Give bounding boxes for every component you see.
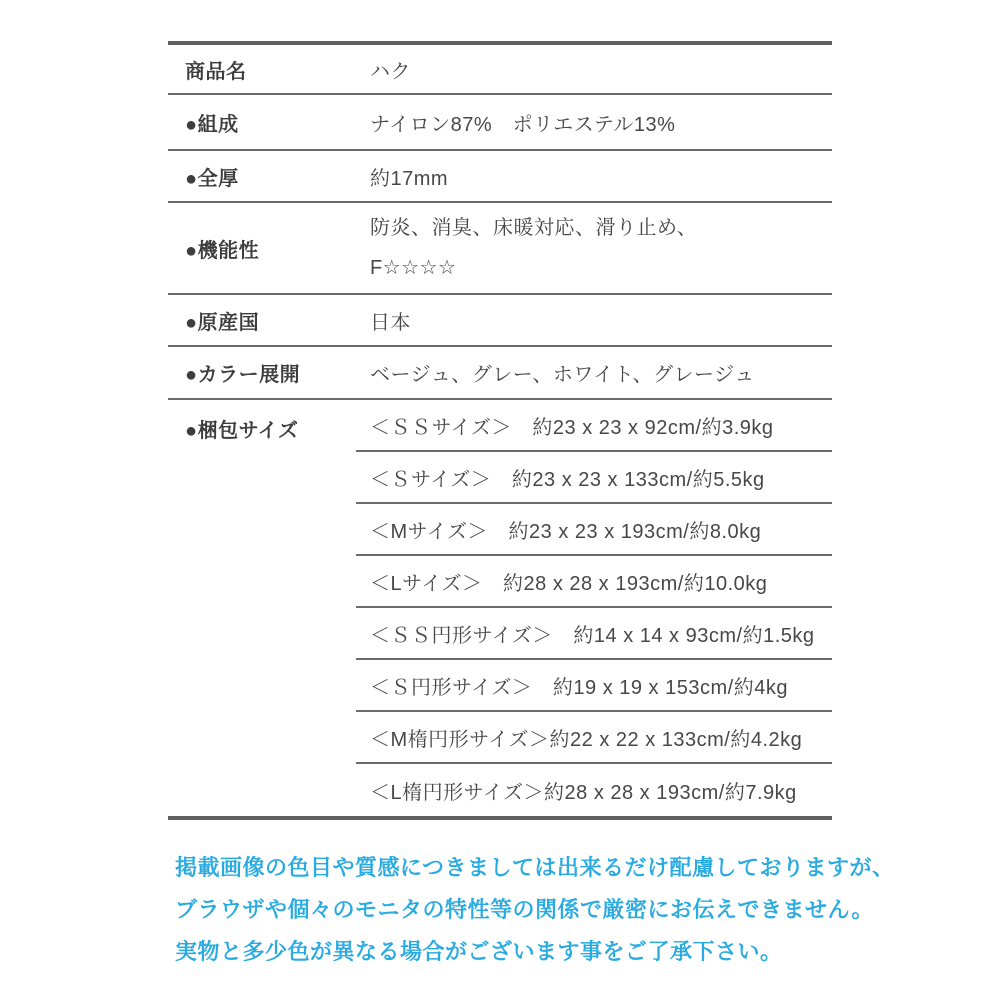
spec-row-functionality (168, 203, 832, 295)
spec-label-functionality: ●機能性 (185, 239, 260, 262)
disclaimer-line-3: 実物と多少色が異なる場合がございます事をご了承下さい。 (175, 939, 783, 964)
spec-value-thickness: 約17mm (370, 167, 449, 190)
packing-size-item-m-oval: ＜M楕円形サイズ＞約22 x 22 x 133cm/約4.2kg (356, 712, 832, 764)
spec-label-product-name: 商品名 (185, 60, 247, 83)
spec-value-color-lineup: ベージュ、グレー、ホワイト、グレージュ (370, 364, 755, 386)
product-spec-table (168, 41, 832, 820)
spec-row-packing-size (168, 400, 832, 816)
spec-row-product-name (168, 45, 832, 95)
disclaimer-line-2: ブラウザや個々のモニタの特性等の関係で厳密にお伝えできません。 (175, 897, 874, 922)
spec-row-composition (168, 95, 832, 151)
spec-value-composition: ナイロン87% ポリエステル13% (370, 113, 676, 136)
spec-row-origin-country (168, 295, 832, 347)
spec-value-origin-country: 日本 (370, 311, 411, 334)
spec-label-origin-country: ●原産国 (185, 311, 260, 334)
functionality-line-1: 防炎、消臭、床暖対応、滑り止め、 (370, 217, 698, 239)
spec-label-thickness: ●全厚 (185, 167, 239, 190)
packing-size-item-ss: ＜ＳＳサイズ＞ 約23 x 23 x 92cm/約3.9kg (356, 400, 832, 452)
packing-size-item-ss-round: ＜ＳＳ円形サイズ＞ 約14 x 14 x 93cm/約1.5kg (356, 608, 832, 660)
packing-size-item-s: ＜Ｓサイズ＞ 約23 x 23 x 133cm/約5.5kg (356, 452, 832, 504)
spec-value-product-name: ハク (370, 60, 411, 83)
spec-row-thickness (168, 151, 832, 203)
spec-label-color-lineup: ●カラー展開 (185, 364, 301, 386)
functionality-line-2: F☆☆☆☆ (370, 257, 457, 279)
spec-label-composition: ●組成 (185, 113, 239, 136)
packing-size-item-m: ＜Mサイズ＞ 約23 x 23 x 193cm/約8.0kg (356, 504, 832, 556)
spec-row-color-lineup (168, 347, 832, 400)
packing-size-item-s-round: ＜Ｓ円形サイズ＞ 約19 x 19 x 153cm/約4kg (356, 660, 832, 712)
packing-size-list (356, 400, 832, 816)
packing-size-item-l-oval: ＜L楕円形サイズ＞約28 x 28 x 193cm/約7.9kg (370, 781, 797, 804)
packing-size-item-l: ＜Lサイズ＞ 約28 x 28 x 193cm/約10.0kg (356, 556, 832, 608)
spec-value-functionality (356, 203, 832, 293)
disclaimer-line-1: 掲載画像の色目や質感につきましては出来るだけ配慮しておりますが、 (175, 855, 895, 880)
color-disclaimer (175, 847, 895, 973)
spec-label-packing-size: ●梱包サイズ (185, 420, 299, 442)
